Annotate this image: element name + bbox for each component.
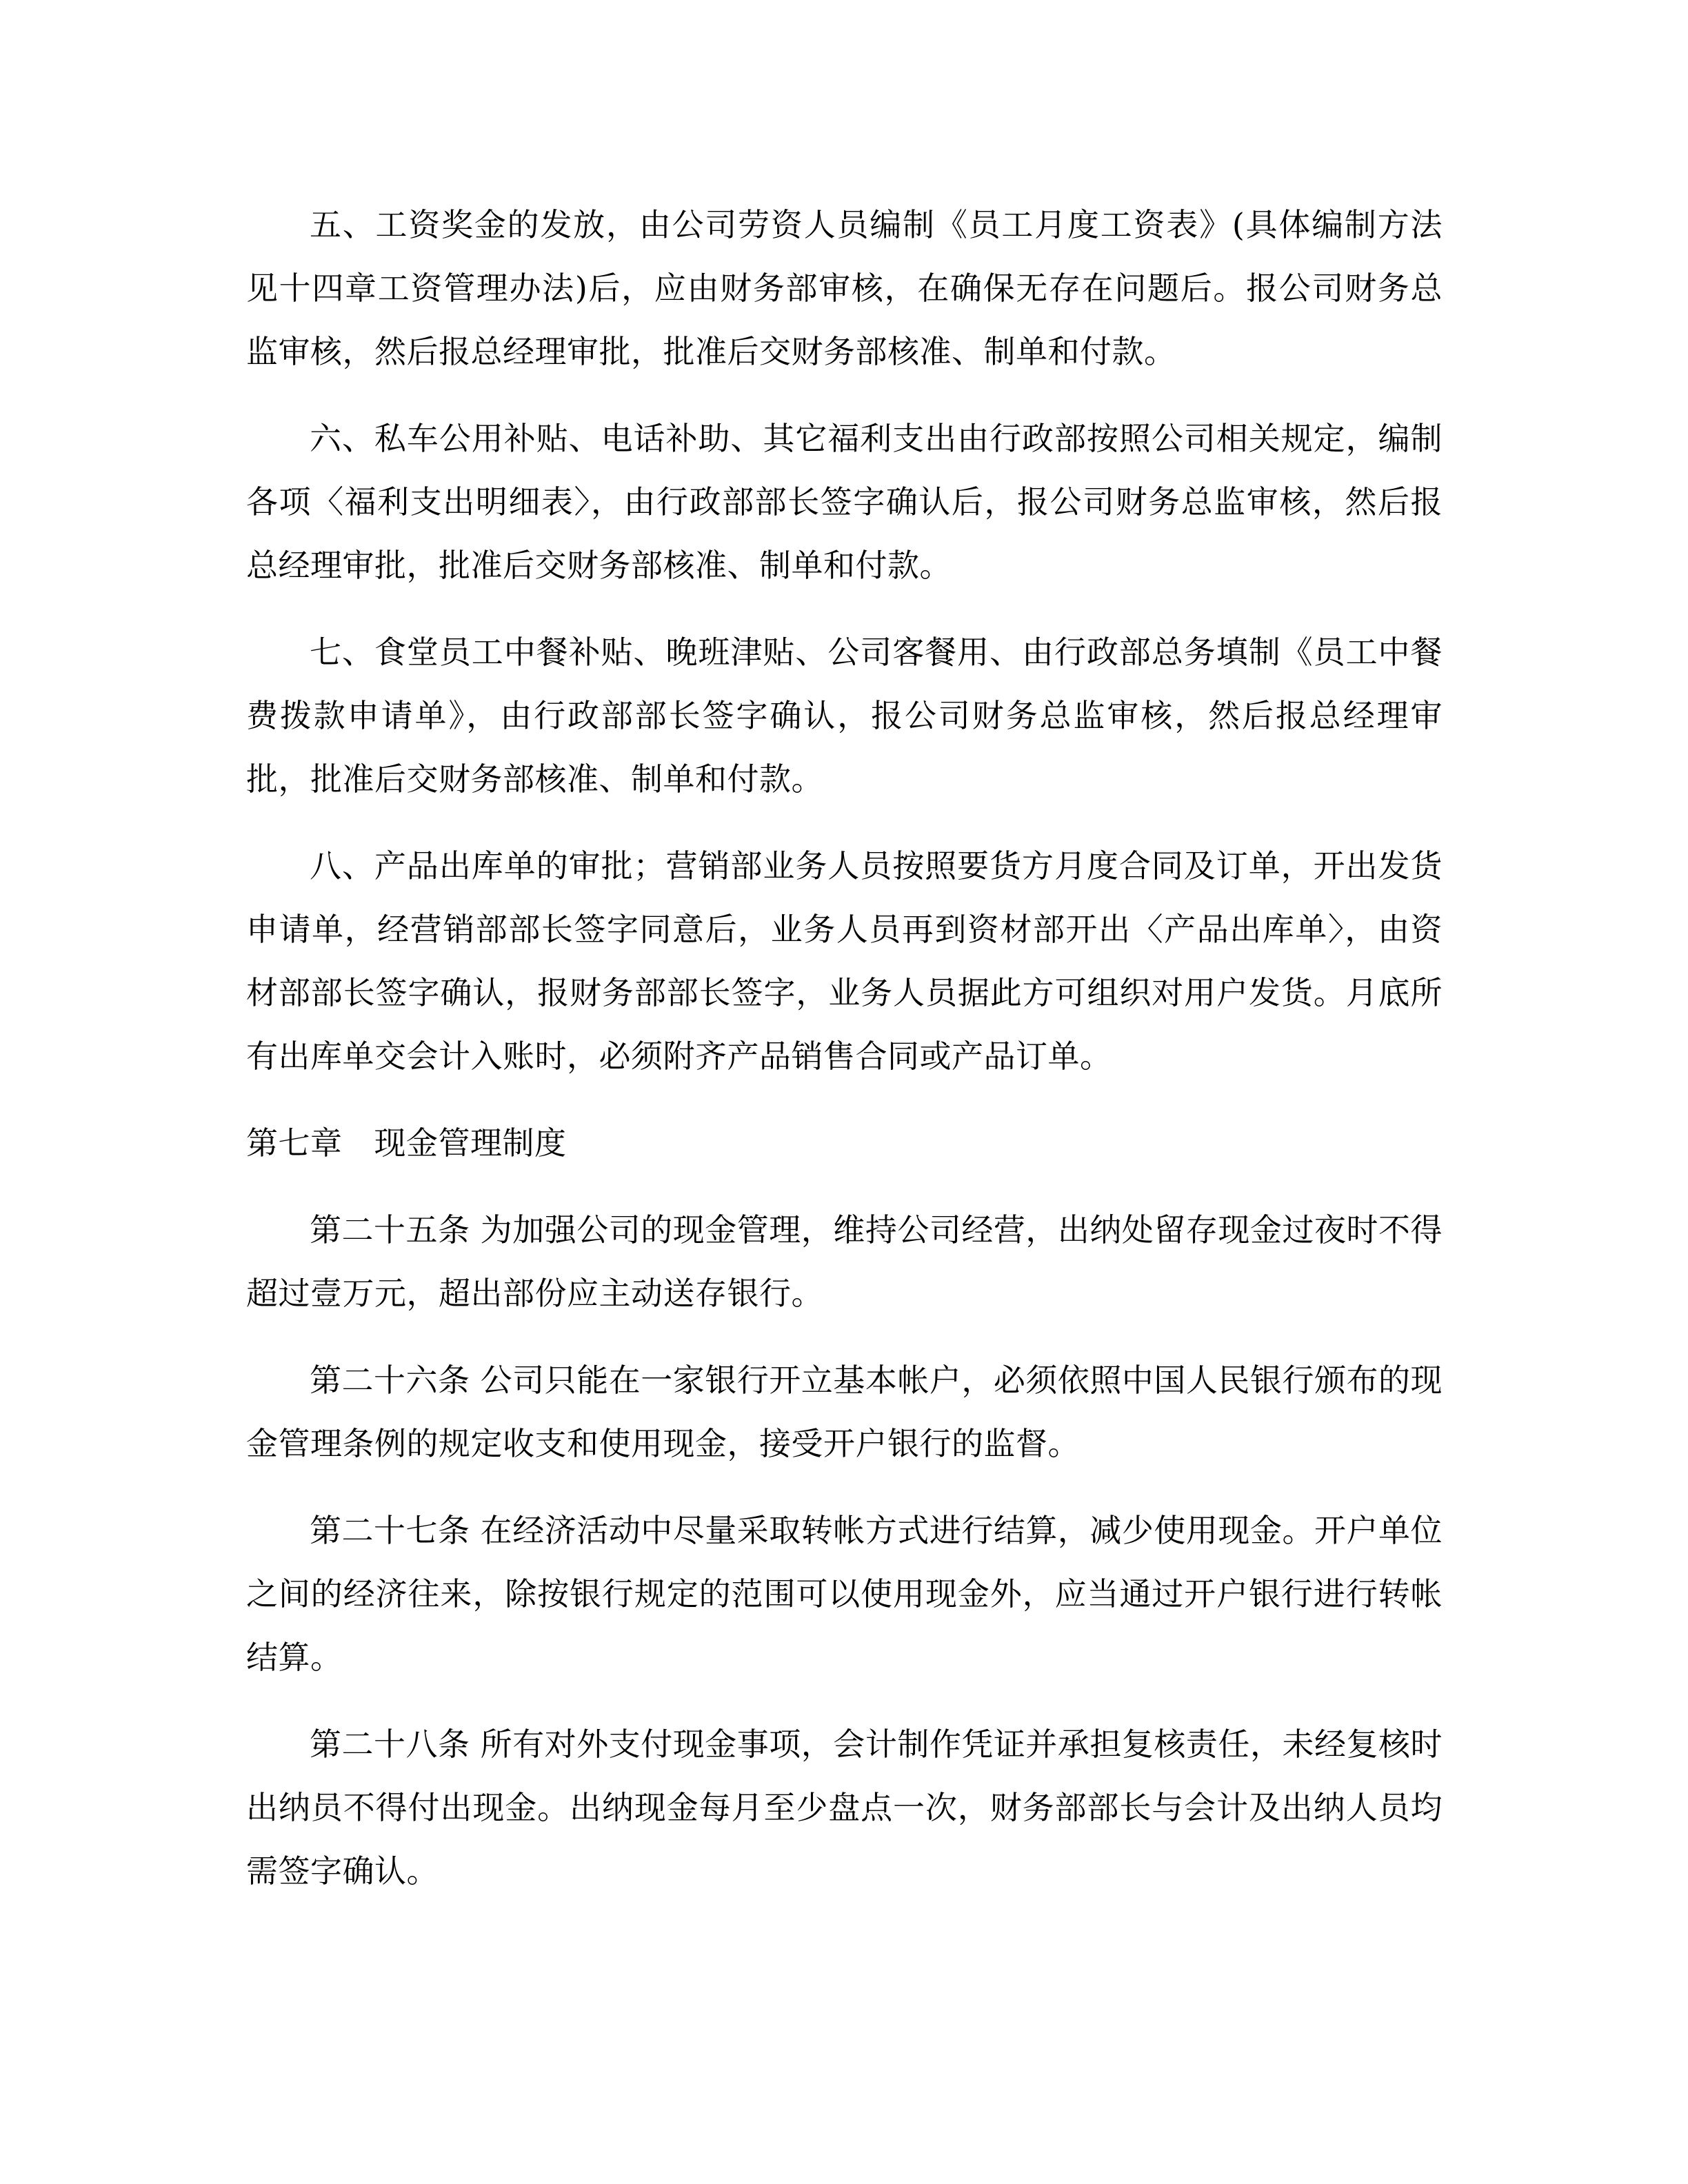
article-27 <box>246 1499 1443 1689</box>
article-28 <box>246 1712 1443 1903</box>
paragraph-item-5 <box>246 193 1443 383</box>
chapter-heading <box>246 1111 1443 1175</box>
article-text: 第二十七条 在经济活动中尽量采取转帐方式进行结算，减少使用现金。开户单位之间的经济往来，除按银行规定的范围可以使用现金外，应当通过开户银行进行转帐结算。 <box>246 1512 1443 1676</box>
article-25 <box>246 1198 1443 1325</box>
paragraph-text: 六、私车公用补贴、电话补助、其它福利支出由行政部按照公司相关规定，编制各项〈福利支出明细表〉，由行政部部长签字确认后，报公司财务总监审核，然后报总经理审批，批准后交财务部核准、制单和付款。 <box>246 420 1443 584</box>
article-text: 第二十六条 公司只能在一家银行开立基本帐户，必须依照中国人民银行颁布的现金管理条例的规定收支和使用现金，接受开户银行的监督。 <box>246 1362 1443 1462</box>
paragraph-text: 七、食堂员工中餐补贴、晚班津贴、公司客餐用、由行政部总务填制《员工中餐费拨款申请单》，由行政部部长签字确认，报公司财务总监审核，然后报总经理审批，批准后交财务部核准、制单和付款。 <box>246 634 1443 798</box>
chapter-title: 现金管理制度 <box>374 1124 567 1162</box>
paragraph-item-8 <box>246 834 1443 1088</box>
paragraph-item-6 <box>246 407 1443 597</box>
article-26 <box>246 1348 1443 1475</box>
article-text: 第二十八条 所有对外支付现金事项，会计制作凭证并承担复核责任，未经复核时出纳员不得付出现金。出纳现金每月至少盘点一次，财务部部长与会计及出纳人员均需签字确认。 <box>246 1726 1443 1890</box>
article-text: 第二十五条 为加强公司的现金管理，维持公司经营，出纳处留存现金过夜时不得超过壹万元，超出部份应主动送存银行。 <box>246 1211 1443 1312</box>
paragraph-text: 八、产品出库单的审批；营销部业务人员按照要货方月度合同及订单，开出发货申请单，经营销部部长签字同意后，业务人员再到资材部开出〈产品出库单〉，由资材部部长签字确认，报财务部部长签字，业务人员据此方可组织对用户发货。月底所有出库单交会计入账时，必须附齐产品销售合同或产品订单。 <box>246 847 1443 1075</box>
paragraph-item-7 <box>246 620 1443 811</box>
chapter-number: 第七章 <box>246 1124 343 1162</box>
document-body <box>246 193 1443 1926</box>
paragraph-text: 五、工资奖金的发放，由公司劳资人员编制《员工月度工资表》(具体编制方法见十四章工资管理办法)后，应由财务部审核，在确保无存在问题后。报公司财务总监审核，然后报总经理审批，批准后交财务部核准、制单和付款。 <box>246 206 1443 370</box>
